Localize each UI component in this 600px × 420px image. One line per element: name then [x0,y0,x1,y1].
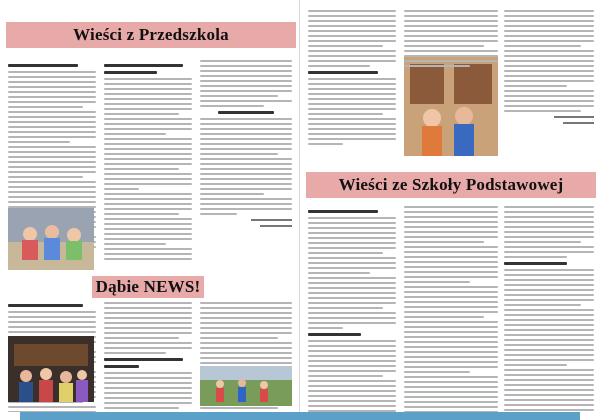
right-column-5 [404,206,498,420]
right-column-6 [504,206,594,420]
news-banner [92,276,204,298]
library-photo-image [404,56,498,156]
school-event-photo-image [8,336,94,402]
right-footer-bar [300,412,580,420]
news-banner-title: Dąbie NEWS! [95,277,201,296]
right-column-3 [504,10,594,128]
preschool-photo-image [8,208,94,270]
school-banner-title: Wieści ze Szkoły Podstawowej [338,175,564,194]
football-photo-image [200,366,292,406]
football-photo [200,366,292,406]
right-page-number [580,412,600,420]
right-column-1 [308,10,396,148]
news-column-2 [104,302,192,420]
right-column-4 [308,206,396,420]
left-footer-bar [20,412,300,420]
right-column-2 [404,10,498,70]
preschool-banner-title: Wieści z Przedszkola [73,25,229,44]
school-banner [306,172,596,198]
preschool-photo [8,208,94,270]
left-page-number [0,412,20,420]
article-column-2 [104,60,192,263]
right-page [300,0,600,420]
preschool-banner [6,22,296,48]
school-event-photo [8,336,94,402]
library-photo [404,56,498,156]
article-column-3 [200,60,292,231]
